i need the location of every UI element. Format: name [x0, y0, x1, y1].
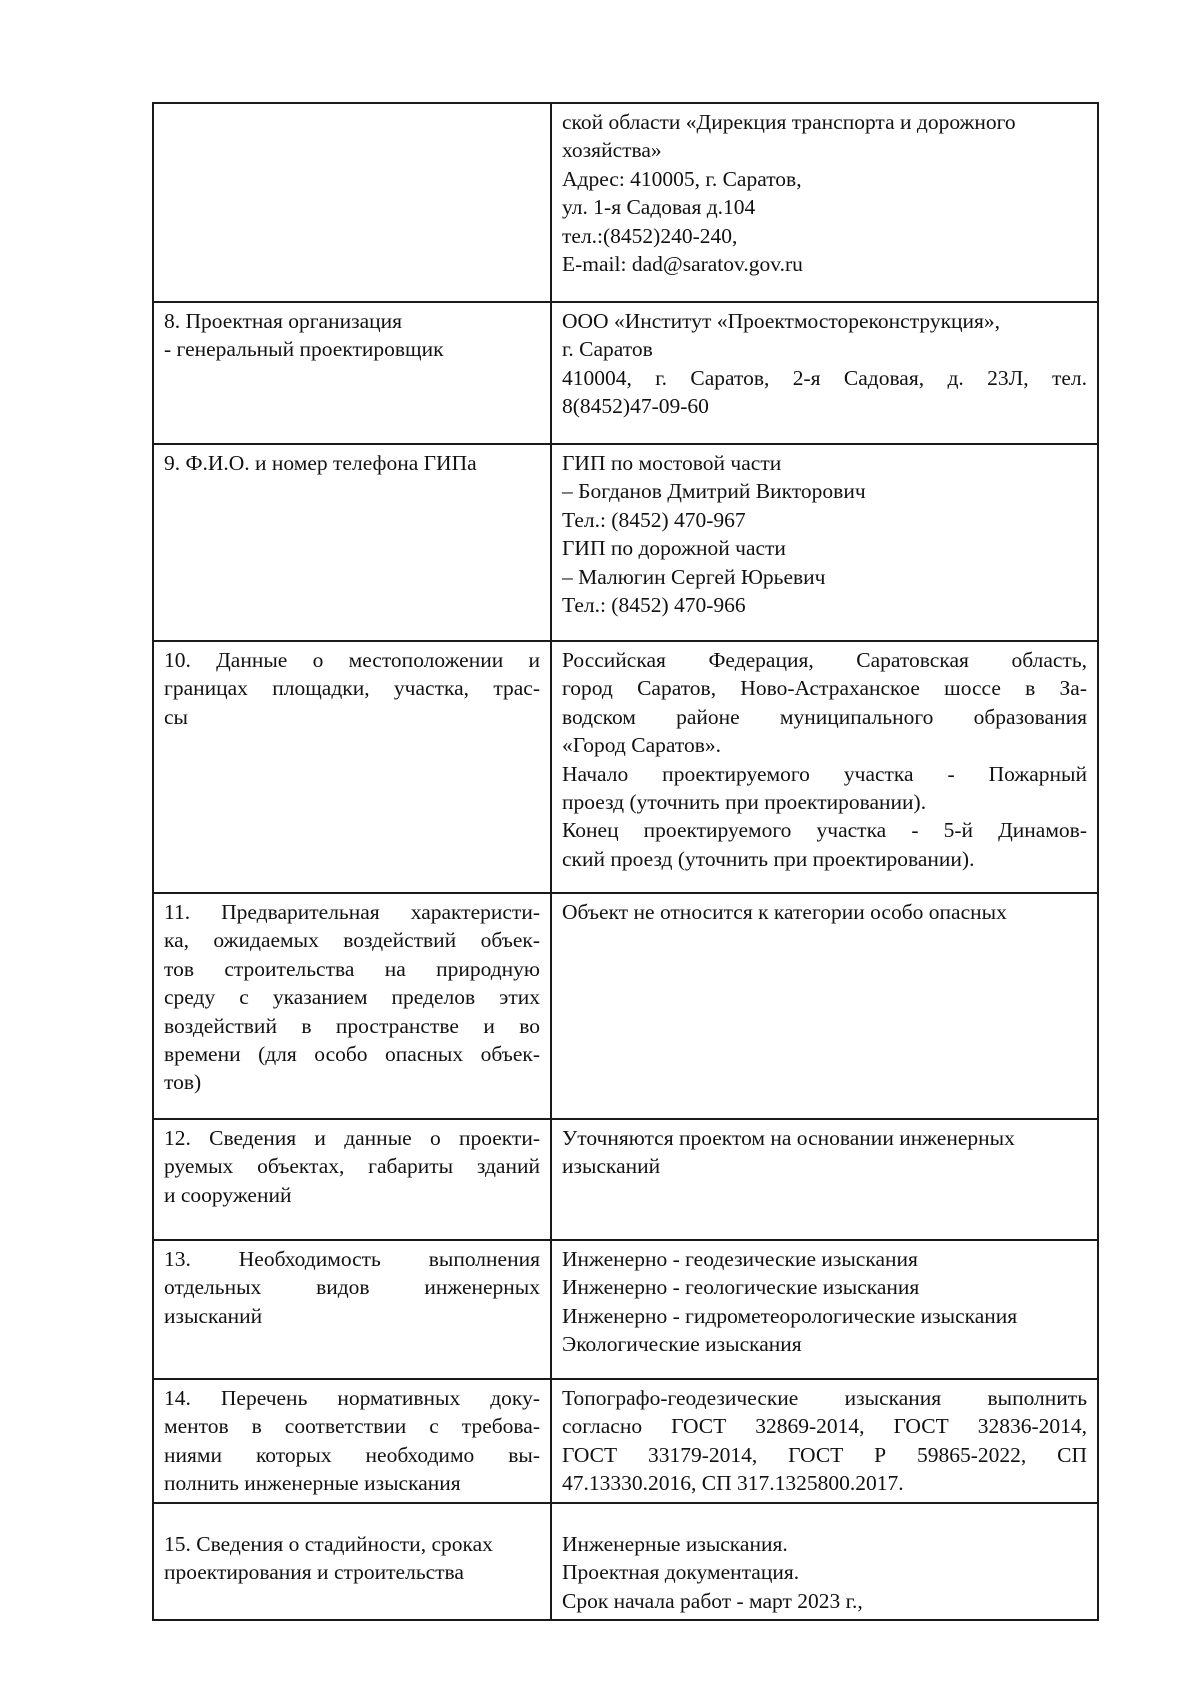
text-line: ка, ожидаемых воздействий объек-	[164, 928, 540, 953]
text-line: границах площадки, участка, трас-	[164, 676, 540, 701]
text-line: согласно ГОСТ 32869-2014, ГОСТ 32836-2014,	[562, 1414, 1087, 1439]
table-row	[153, 302, 1098, 444]
row-value-cell	[551, 893, 1098, 1119]
table-row	[153, 1240, 1098, 1379]
text-line: полнить инженерные изыскания	[164, 1471, 461, 1496]
text-line: 15. Сведения о стадийности, сроках	[164, 1532, 493, 1556]
text-line: Конец проектируемого участка - 5-й Динамов-	[562, 818, 1087, 843]
text-line: водском районе муниципального образования	[562, 704, 1087, 729]
text-line: – Богданов Дмитрий Викторович	[562, 479, 866, 504]
text-line: - генеральный проектировщик	[164, 337, 444, 362]
text-line: Тел.: (8452) 470-966	[562, 593, 746, 618]
text-line: Инженерно - геологические изыскания	[562, 1275, 920, 1300]
text-line: 8. Проектная организация	[164, 309, 403, 333]
row-value-cell	[551, 1240, 1098, 1379]
row-value-cell	[551, 302, 1098, 444]
text-line: E-mail: dad@saratov.gov.ru	[562, 252, 803, 277]
row-label-cell	[153, 1119, 551, 1240]
row-value-cell	[551, 1379, 1098, 1503]
table-row	[153, 1503, 1098, 1620]
text-line: 14. Перечень нормативных доку-	[164, 1386, 540, 1410]
text-line: Уточняются проектом на основании инженерных	[562, 1126, 1015, 1150]
text-line: Топографо-геодезические изыскания выполнить	[562, 1386, 1087, 1410]
text-line: Российская Федерация, Саратовская область,	[562, 648, 1087, 672]
text-line: тов)	[164, 1070, 202, 1095]
text-line: изысканий	[164, 1303, 263, 1328]
text-line: ской области «Дирекция транспорта и дорожного	[562, 110, 1016, 134]
row-value-cell	[551, 103, 1098, 302]
text-line: 8(8452)47-09-60	[562, 394, 709, 419]
row-label-cell	[153, 641, 551, 893]
text-line: времени (для особо опасных объек-	[164, 1042, 540, 1067]
text-line: Проектная документация.	[562, 1560, 800, 1585]
text-line: – Малюгин Сергей Юрьевич	[562, 564, 826, 589]
text-line: отдельных видов инженерных	[164, 1275, 540, 1300]
text-line: ский проезд (уточнить при проектировании).	[562, 846, 975, 871]
text-line: ГИП по мостовой части	[562, 451, 782, 475]
table-row	[153, 641, 1098, 893]
text-line: Инженерно - геодезические изыскания	[562, 1247, 918, 1271]
text-line: тел.:(8452)240-240,	[562, 223, 738, 248]
row-label-cell	[153, 1503, 551, 1620]
row-label-cell	[153, 444, 551, 641]
text-line: «Город Саратов».	[562, 733, 721, 758]
text-line: Адрес: 410005, г. Саратов,	[562, 166, 802, 191]
requirements-table	[152, 102, 1099, 1621]
text-line: Срок начала работ - март 2023 г.,	[562, 1588, 863, 1613]
text-line: Экологические изыскания	[562, 1332, 802, 1357]
table-row	[153, 103, 1098, 302]
text-line: Инженерно - гидрометеорологические изыскания	[562, 1303, 1018, 1328]
row-label-cell	[153, 103, 551, 302]
row-label-cell	[153, 1240, 551, 1379]
row-label-cell	[153, 893, 551, 1119]
text-line: воздействий в пространстве и во	[164, 1013, 540, 1038]
text-line: ООО «Институт «Проектмостореконструкция»,	[562, 309, 1001, 333]
text-line: Начало проектируемого участка - Пожарный	[562, 761, 1087, 786]
table-row	[153, 444, 1098, 641]
text-line: г. Саратов	[562, 337, 653, 362]
text-line: Инженерные изыскания.	[562, 1532, 788, 1556]
text-line: изысканий	[562, 1154, 661, 1179]
text-line: сы	[164, 704, 188, 729]
table-row	[153, 1119, 1098, 1240]
text-line: 10. Данные о местоположении и	[164, 648, 540, 672]
text-line: среду с указанием пределов этих	[164, 985, 540, 1010]
text-line: 9. Ф.И.О. и номер телефона ГИПа	[164, 451, 477, 475]
table-row	[153, 1379, 1098, 1503]
text-line: ул. 1-я Садовая д.104	[562, 195, 756, 220]
text-line: ниями которых необходимо вы-	[164, 1442, 540, 1467]
row-label-cell	[153, 1379, 551, 1503]
text-line: ментов в соответствии с требова-	[164, 1414, 540, 1439]
text-line: 13. Необходимость выполнения	[164, 1247, 540, 1271]
row-label-cell	[153, 302, 551, 444]
text-line: руемых объектах, габариты зданий	[164, 1154, 540, 1179]
row-value-cell	[551, 1503, 1098, 1620]
text-line: и сооружений	[164, 1182, 292, 1207]
text-line: 11. Предварительная характеристи-	[164, 900, 540, 924]
row-value-cell	[551, 641, 1098, 893]
table-row	[153, 893, 1098, 1119]
text-line: ГИП по дорожной части	[562, 536, 786, 561]
text-line: Объект не относится к категории особо опасных	[562, 900, 1007, 924]
text-line: 410004, г. Саратов, 2-я Садовая, д. 23Л, тел.	[562, 365, 1087, 390]
row-value-cell	[551, 1119, 1098, 1240]
text-line: проезд (уточнить при проектировании).	[562, 790, 927, 815]
text-line: 47.13330.2016, СП 317.1325800.2017.	[562, 1471, 904, 1496]
text-line: хозяйства»	[562, 138, 662, 163]
text-line: проектирования и строительства	[164, 1560, 464, 1585]
text-line: тов строительства на природную	[164, 956, 540, 981]
row-value-cell	[551, 444, 1098, 641]
text-line: ГОСТ 33179-2014, ГОСТ Р 59865-2022, СП	[562, 1442, 1087, 1467]
text-line: 12. Сведения и данные о проекти-	[164, 1126, 540, 1150]
text-line: город Саратов, Ново-Астраханское шоссе в За-	[562, 676, 1087, 701]
text-line: Тел.: (8452) 470-967	[562, 507, 746, 532]
